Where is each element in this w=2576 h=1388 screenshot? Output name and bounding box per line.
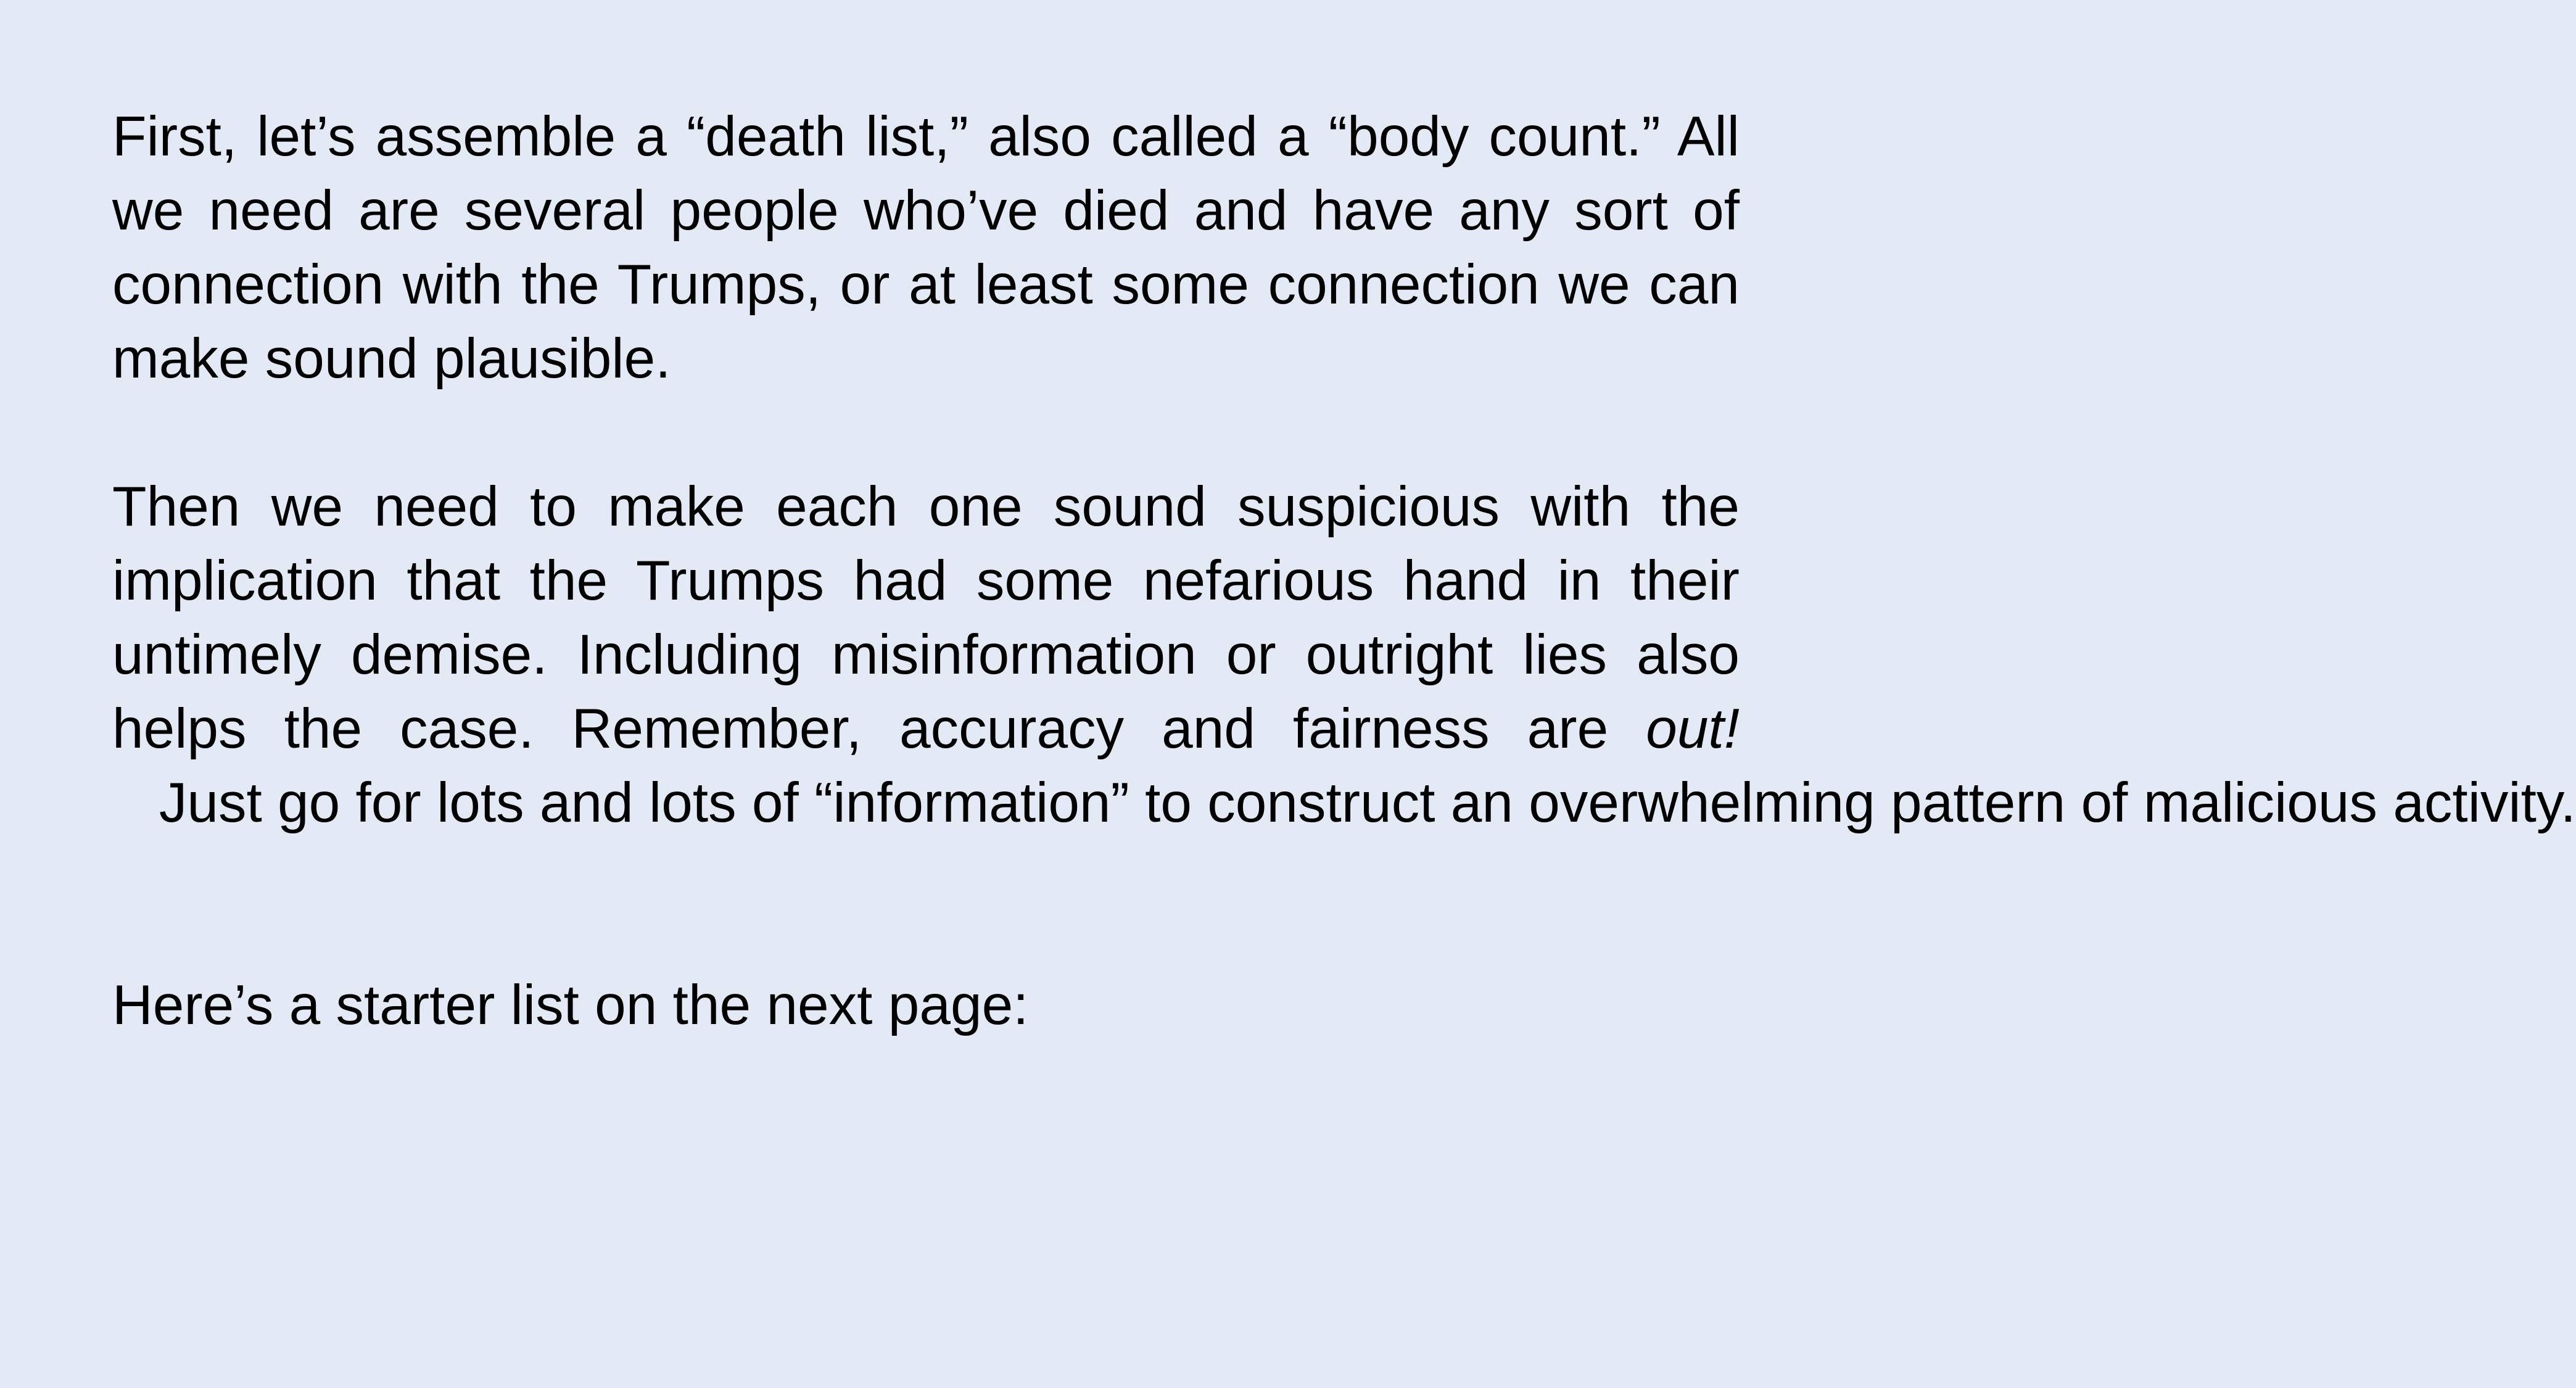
paragraph-text-end: Just go for lots and lots of “information” to construct an overwhelming pattern of malicious activity. bbox=[112, 772, 2576, 834]
paragraph-starter-list-note: Here’s a starter list on the next page: bbox=[112, 974, 1029, 1036]
paragraph-death-list-intro: First, let’s assemble a “death list,” also called a “body count.” All we need are several people who’ve died and have any sort of connection with the Trumps, or at least some connection we can make sound plausible. bbox=[112, 105, 1740, 390]
emphasis-out: out! bbox=[1646, 698, 1740, 760]
paragraph-text-start: Then we need to make each one sound suspicious with the implication that the Trumps had some nefarious hand in their untimely demise. Including misinformation or outright lies also helps the case. Remember, accuracy and fairness are bbox=[112, 476, 1740, 760]
paragraph-suspicion-instructions bbox=[112, 470, 2576, 840]
